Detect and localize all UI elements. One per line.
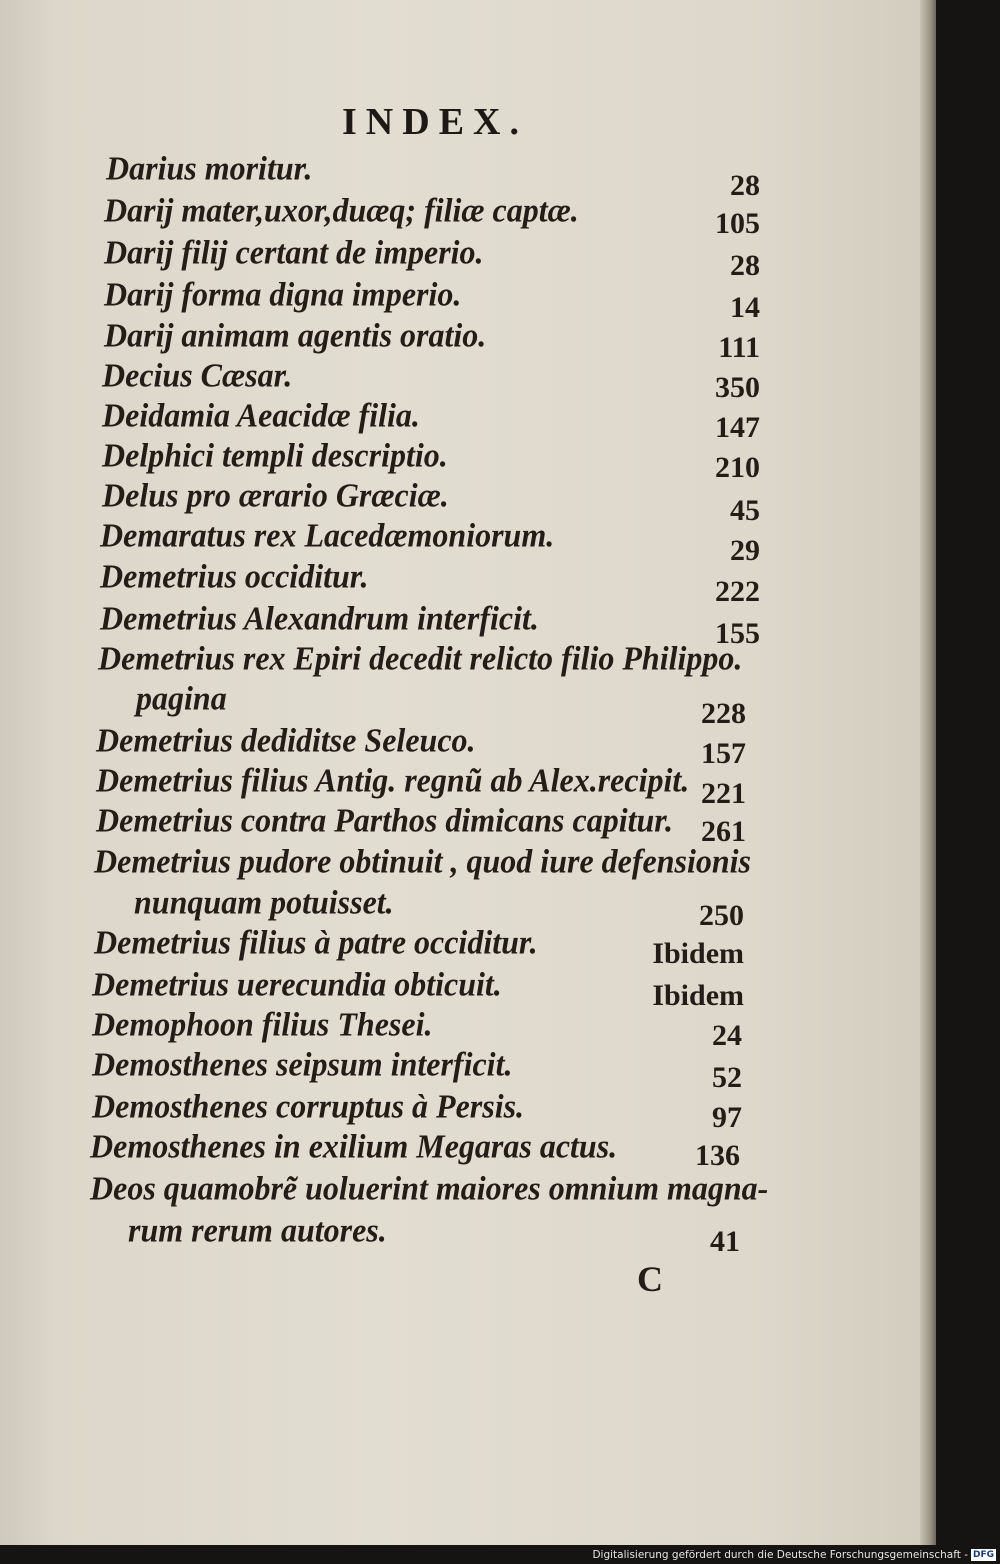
page-reference: 52 xyxy=(712,1061,742,1094)
page-reference: 228 xyxy=(701,697,746,730)
page-reference: 210 xyxy=(715,451,760,484)
page-reference: 111 xyxy=(718,331,760,364)
page-reference: 155 xyxy=(715,617,760,650)
index-entry: Decius Cæsar. xyxy=(102,355,293,394)
page-reference: Ibidem xyxy=(652,937,744,970)
index-entry: Demetrius occiditur. xyxy=(100,556,369,595)
index-entry: Demetrius Alexandrum interficit. xyxy=(100,598,539,637)
index-entry: Darius moritur. xyxy=(106,148,313,187)
page-reference: 261 xyxy=(701,815,746,848)
index-entry-continuation: pagina xyxy=(136,678,227,717)
index-entry: Darij forma digna imperio. xyxy=(104,274,462,313)
page-reference: 29 xyxy=(730,534,760,567)
page-reference: 350 xyxy=(715,371,760,404)
index-entry: Demetrius pudore obtinuit , quod iure defensionis xyxy=(94,841,751,880)
page-reference: 147 xyxy=(715,411,760,444)
dfg-logo: DFG xyxy=(972,1550,994,1560)
page-reference: 28 xyxy=(730,169,760,202)
index-entry: Demosthenes corruptus à Persis. xyxy=(92,1086,525,1125)
signature-mark: C xyxy=(637,1259,663,1299)
page-reference: 105 xyxy=(715,207,760,240)
index-entry: Demaratus rex Lacedæmoniorum. xyxy=(100,515,555,554)
page-reference: 136 xyxy=(695,1139,740,1172)
index-entry: Delphici templi descriptio. xyxy=(102,435,448,474)
page-reference: 41 xyxy=(710,1225,740,1258)
page-edge xyxy=(920,0,936,1545)
page-reference: 157 xyxy=(701,737,746,770)
page-reference: Ibidem xyxy=(652,979,744,1012)
index-entry: Demetrius filius Antig. regnũ ab Alex.recipit. xyxy=(96,760,690,799)
page-reference: 222 xyxy=(715,575,760,608)
index-entry-continuation: rum rerum autores. xyxy=(128,1210,387,1249)
index-entry: Delus pro ærario Græciæ. xyxy=(102,475,449,514)
page-heading: INDEX. xyxy=(342,101,528,143)
index-entry: Darij filij certant de imperio. xyxy=(104,232,484,271)
index-entry: Demosthenes seipsum interficit. xyxy=(92,1044,513,1083)
page-reference: 221 xyxy=(701,777,746,810)
index-entry: Demosthenes in exilium Megaras actus. xyxy=(90,1126,618,1165)
page-reference: 24 xyxy=(712,1019,742,1052)
index-entry: Demetrius rex Epiri decedit relicto filio Philippo. xyxy=(98,638,743,677)
page-reference: 250 xyxy=(699,899,744,932)
index-entry: Darij animam agentis oratio. xyxy=(104,315,487,354)
index-entry: Deos quamobrẽ uoluerint maiores omnium magna- xyxy=(90,1168,769,1207)
page-reference: 97 xyxy=(712,1101,742,1134)
index-entry: Demetrius uerecundia obticuit. xyxy=(92,964,502,1003)
credit-text: Digitalisierung gefördert durch die Deutsche Forschungsgemeinschaft - xyxy=(592,1549,968,1561)
page-reference: 28 xyxy=(730,249,760,282)
index-entry: Demetrius dediditse Seleuco. xyxy=(96,720,476,759)
index-entry: Demetrius filius à patre occiditur. xyxy=(94,922,538,961)
index-entry: Demophoon filius Thesei. xyxy=(92,1004,433,1043)
page-reference: 45 xyxy=(730,494,760,527)
index-entry: Demetrius contra Parthos dimicans capitur. xyxy=(96,800,673,839)
page-reference: 14 xyxy=(730,291,760,324)
digitization-credit xyxy=(560,1547,996,1563)
index-entry-continuation: nunquam potuisset. xyxy=(134,882,394,921)
index-entry: Deidamia Aeacidæ filia. xyxy=(102,395,420,434)
index-entry: Darij mater,uxor,duæq; filiæ captæ. xyxy=(104,190,579,229)
